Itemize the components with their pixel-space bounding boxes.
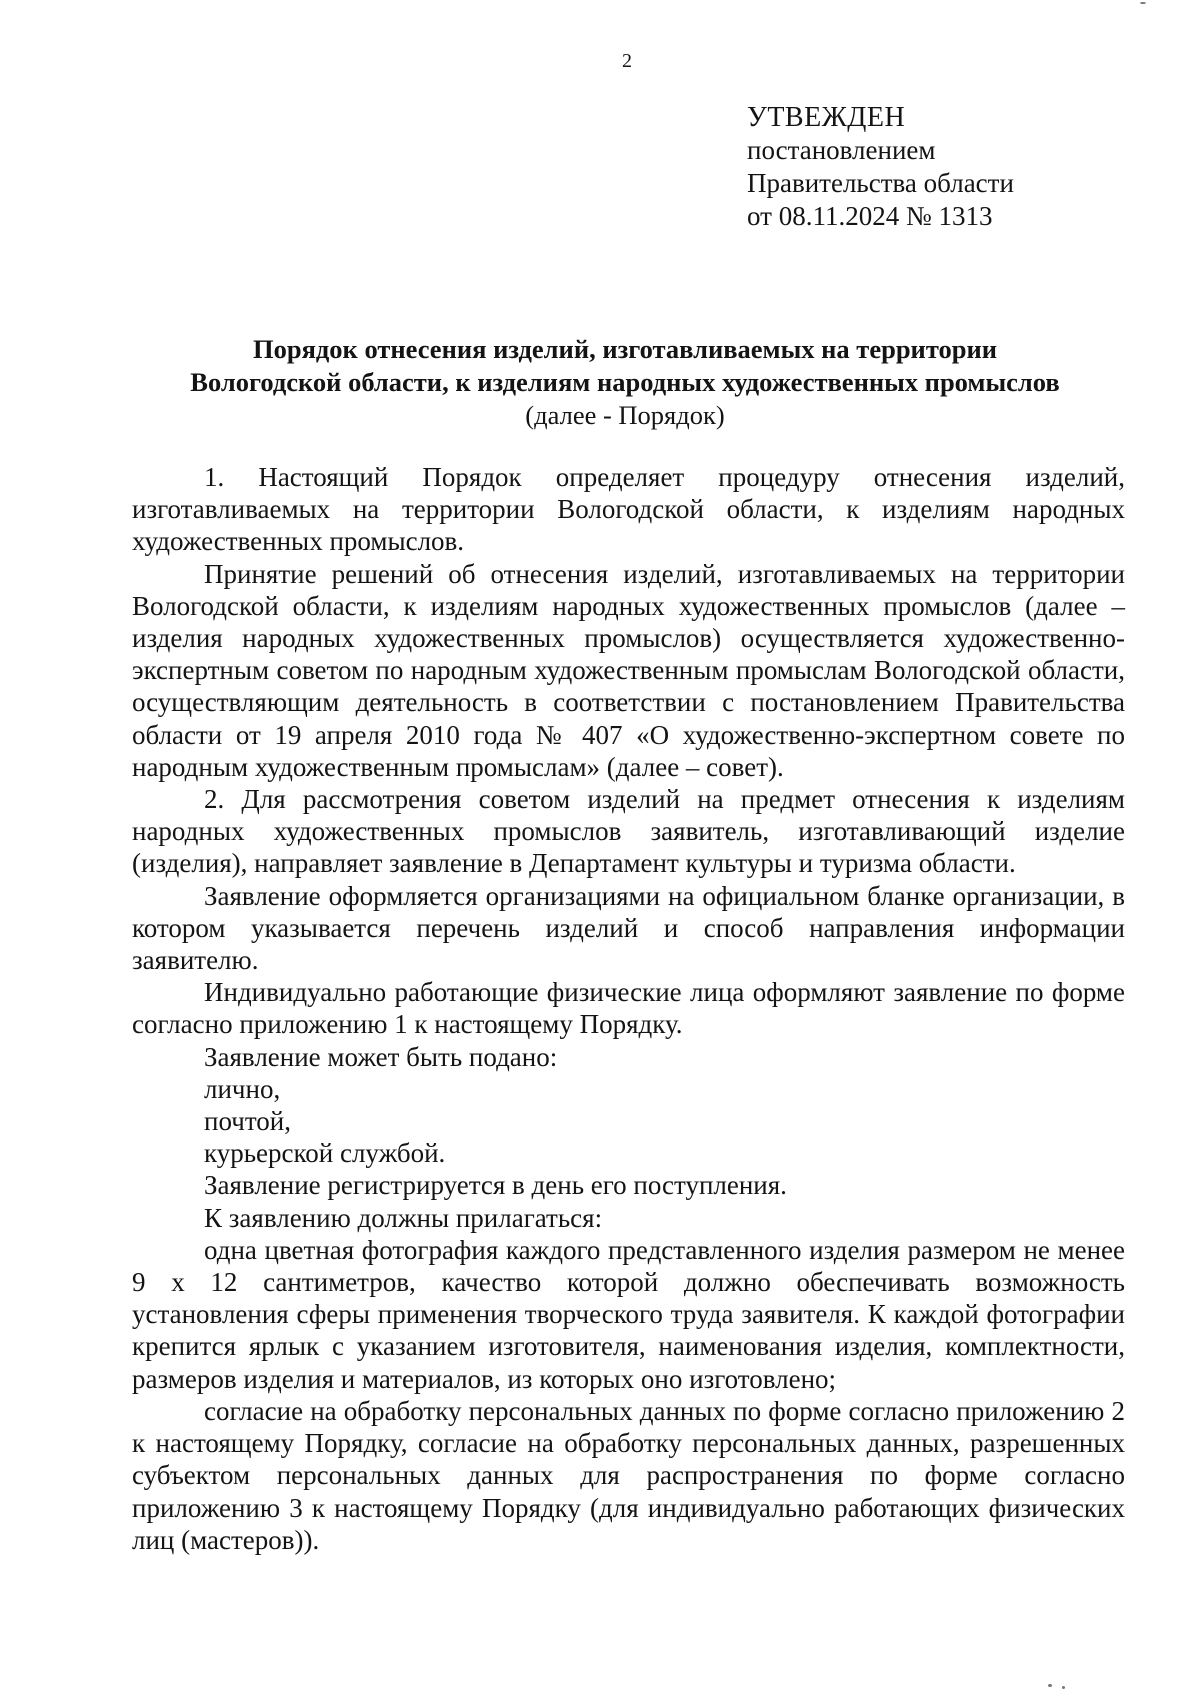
paragraph-consent-requirement: согласие на обработку персональных данных по форме согласно приложению 2 к настоящему Порядку, согласие на обработку персональных данных, разрешенных субъектом персональных данных для распространения по форме согласно приложению 3 к настоящему Порядку (для индивидуально работающих физических лиц (мастеров)). (132, 1395, 1125, 1555)
list-item-by-mail: почтой, (204, 1106, 291, 1137)
paragraph-3: 2. Для рассмотрения советом изделий на предмет отнесения к изделиям народных художественных промыслов заявитель, изготавливающий изделие (изделия), направляет заявление в Департамент культуры и туризма области. (132, 784, 1125, 879)
approval-stamp-block (747, 101, 1014, 233)
paragraph-registration: Заявление регистрируется в день его поступления. (204, 1170, 787, 1201)
paragraph-6: Заявление может быть подано: (204, 1041, 558, 1072)
paragraph-4: Заявление оформляется организациями на официальном бланке организации, в котором указывается перечень изделий и способ направления информации заявителю. (132, 880, 1125, 976)
approval-line-government: Правительства области (747, 168, 1014, 198)
approval-heading: УТВЕЖДЕН (747, 102, 906, 133)
scan-speck (1048, 1684, 1052, 1687)
list-item-in-person: лично, (204, 1073, 281, 1104)
title-line-1: Порядок отнесения изделий, изготавливаемых на территории (252, 334, 998, 364)
paragraph-2: Принятие решений об отнесения изделий, изготавливаемых на территории Вологодской области, к изделиям народных художественных промыслов (далее – изделия народных художественных промыслов) осуществляется художественно-экспертным советом по народным художественным промыслам Вологодской области, осуществляющим деятельность в соответствии с постановлением Правительства области от 19 апреля 2010 года № 407 «О художественно-экспертном совете по народным художественным промыслам» (далее – совет). (132, 558, 1125, 782)
scan-speck (1140, 2, 1146, 4)
document-title (120, 333, 1130, 432)
list-item-courier: курьерской службой. (204, 1138, 446, 1169)
paragraph-photo-requirement: одна цветная фотография каждого представленного изделия размером не менее 9 х 12 сантиметров, качество которой должно обеспечивать возможность установления сферы применения творческого труда заявителя. К каждой фотографии крепится ярлык с указанием изготовителя, наименования изделия, комплектности, размеров изделия и материалов, из которых оно изготовлено; (132, 1234, 1125, 1394)
page-number: 2 (622, 50, 632, 72)
paragraph-1: 1. Настоящий Порядок определяет процедуру отнесения изделий, изготавливаемых на территории Вологодской области, к изделиям народных художественных промыслов. (132, 462, 1125, 557)
title-line-2: Вологодской области, к изделиям народных художественных промыслов (190, 367, 1060, 397)
scan-speck (1062, 1686, 1065, 1689)
title-abbreviation: (далее - Порядок) (525, 400, 725, 430)
document-body (132, 461, 1125, 1556)
paragraph-5: Индивидуально работающие физические лица оформляют заявление по форме согласно приложению 1 к настоящему Порядку. (132, 977, 1125, 1040)
approval-line-date-number: от 08.11.2024 № 1313 (747, 201, 993, 231)
paragraph-attachments-intro: К заявлению должны прилагаться: (204, 1202, 603, 1233)
approval-line-decree: постановлением (747, 135, 936, 165)
